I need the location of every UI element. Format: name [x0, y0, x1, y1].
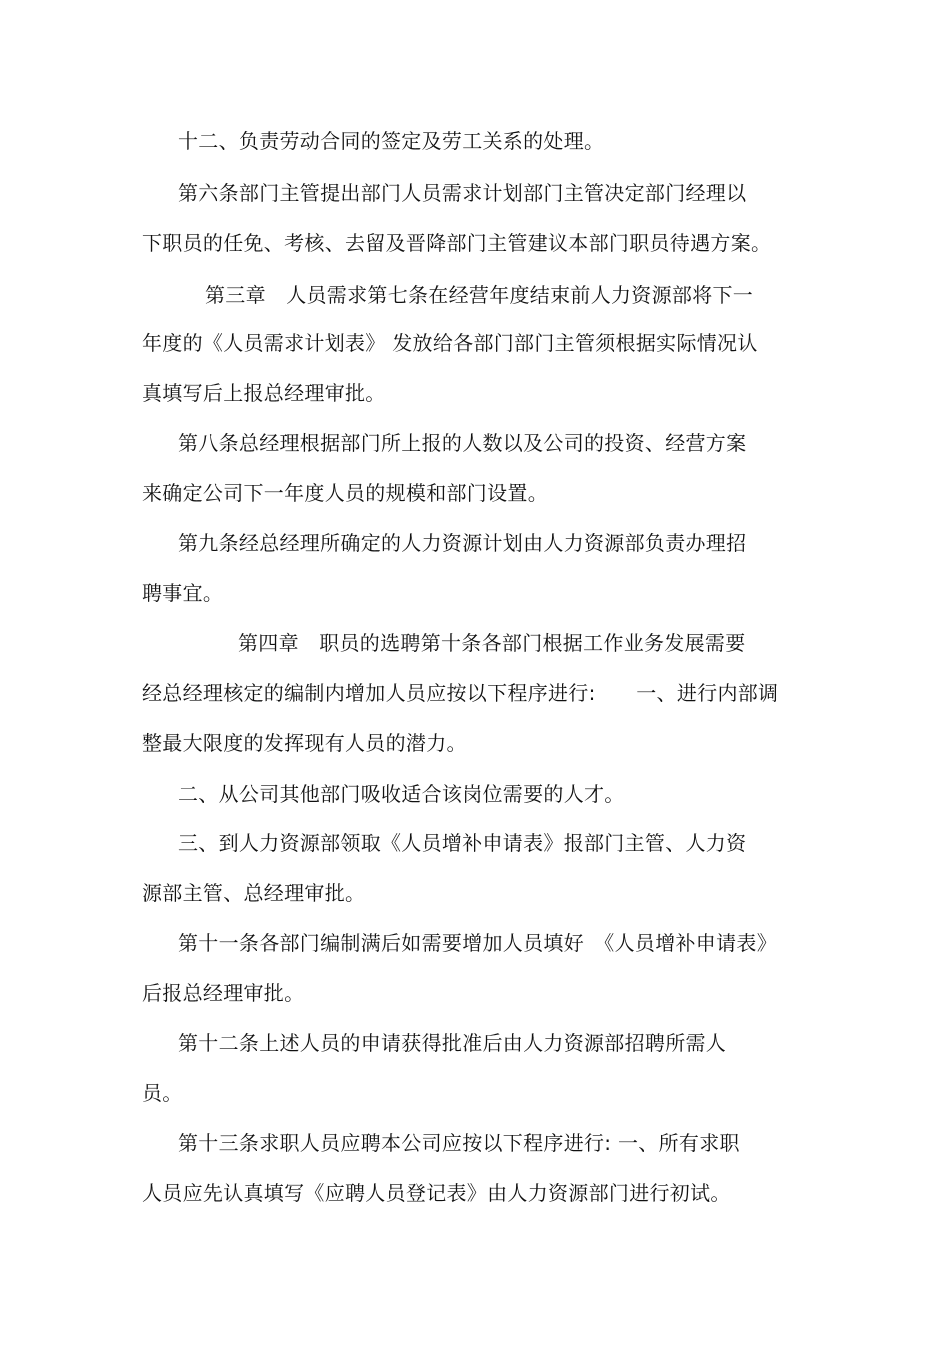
paragraph-line: 第八条总经理根据部门所上报的人数以及公司的投资、经营方案	[178, 431, 747, 455]
paragraph-line: 第六条部门主管提出部门人员需求计划部门主管决定部门经理以	[178, 181, 747, 205]
paragraph-line: 二、从公司其他部门吸收适合该岗位需要的人才。	[178, 782, 625, 806]
chapter-heading-line: 第三章 人员需求第七条在经营年度结束前人力资源部将下一	[205, 283, 754, 307]
paragraph-line: 三、到人力资源部领取《人员增补申请表》报部门主管、人力资	[178, 831, 747, 855]
paragraph-line: 真填写后上报总经理审批。	[142, 381, 386, 405]
paragraph-line: 下职员的任免、考核、去留及晋降部门主管建议本部门职员待遇方案。	[142, 231, 772, 255]
paragraph-line: 十二、负责劳动合同的签定及劳工关系的处理。	[178, 129, 605, 153]
paragraph-line: 聘事宜。	[142, 581, 224, 605]
paragraph-line: 人员应先认真填写《应聘人员登记表》由人力资源部门进行初试。	[142, 1181, 731, 1205]
paragraph-line: 年度的《人员需求计划表》 发放给各部门部门主管须根据实际情况认	[142, 331, 758, 355]
paragraph-line: 第十三条求职人员应聘本公司应按以下程序进行: 一、所有求职	[178, 1131, 740, 1155]
paragraph-line: 来确定公司下一年度人员的规模和部门设置。	[142, 481, 548, 505]
paragraph-line: 第十一条各部门编制满后如需要增加人员填好 《人员增补申请表》	[178, 931, 777, 955]
paragraph-line: 后报总经理审批。	[142, 981, 305, 1005]
paragraph-line: 员。	[142, 1081, 183, 1105]
paragraph-line: 源部主管、总经理审批。	[142, 881, 366, 905]
chapter-heading-line: 第四章 职员的选聘第十条各部门根据工作业务发展需要	[238, 631, 746, 655]
paragraph-line: 整最大限度的发挥现有人员的潜力。	[142, 731, 467, 755]
paragraph-line: 第十二条上述人员的申请获得批准后由人力资源部招聘所需人	[178, 1031, 727, 1055]
paragraph-line: 经总经理核定的编制内增加人员应按以下程序进行: 一、进行内部调	[142, 681, 779, 705]
paragraph-line: 第九条经总经理所确定的人力资源计划由人力资源部负责办理招	[178, 531, 747, 555]
